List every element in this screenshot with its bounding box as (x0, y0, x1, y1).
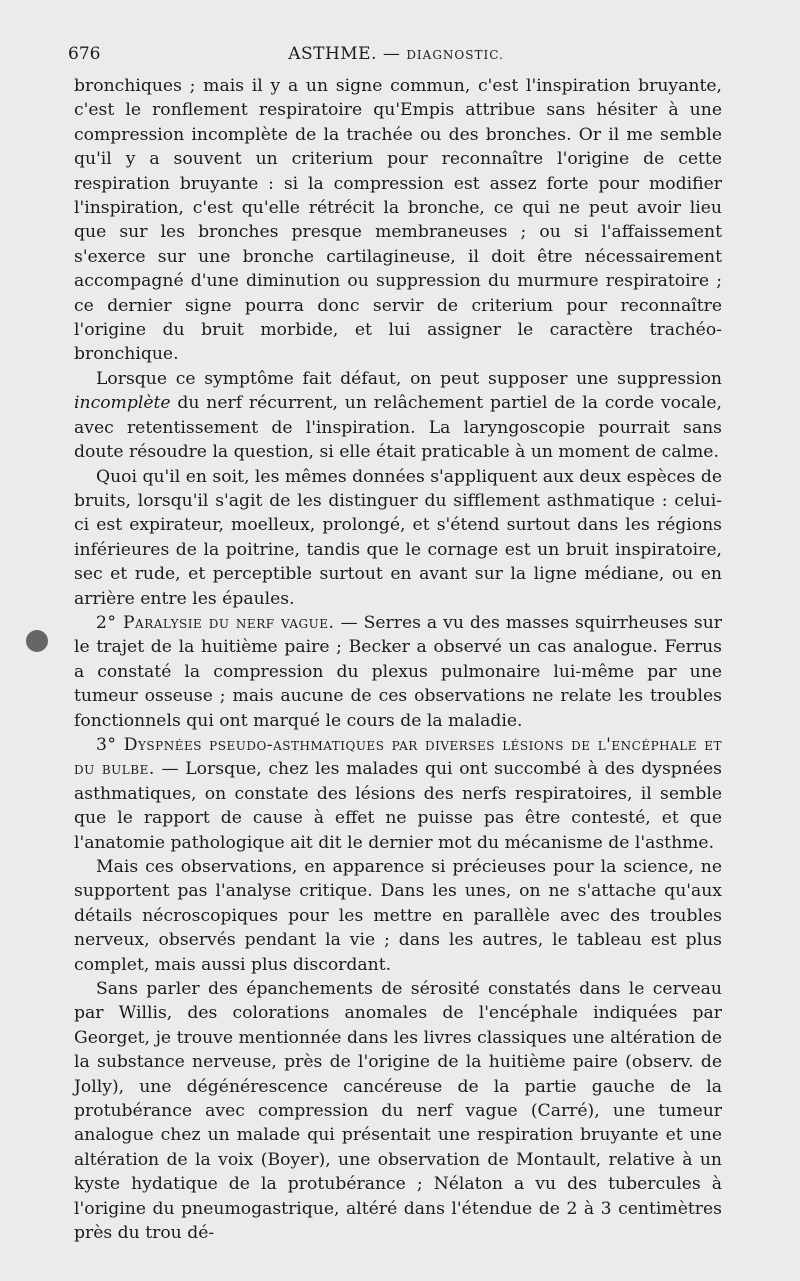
paragraph-4 (74, 611, 722, 733)
page-header (68, 44, 724, 72)
paragraph-2-rest: du nerf récurrent, un relâchement partiel de la corde vocale, avec retentissement de l'inspiration. La laryngoscopie pourrait sans doute résoudre la question, si elle était praticable à un moment de calme. (74, 393, 722, 463)
page-number: 676 (68, 44, 101, 64)
paragraph-7: Sans parler des épanchements de sérosité constatés dans le cerveau par Willis, des colorations anomales de l'encéphale indiquées par Georget, je trouve mentionnée dans les livres classiques une altération de la substance nerveuse, près de l'origine de la huitième paire (observ. de Jolly), une dégénérescence cancéreuse de la partie gauche de la protubérance avec compression du nerf vague (Carré), une tumeur analogue chez un malade qui présentait une respiration bruyante et une altération de la voix (Boyer), une observation de Montault, relative à un kyste hydatique de la protubérance ; Nélaton a vu des tubercules à l'origine du pneumogastrique, altéré dans l'étendue de 2 à 3 centimètres près du trou dé- (74, 979, 722, 1244)
binding-hole (26, 630, 48, 652)
paragraph-4-body: — Serres a vu des masses squirrheuses sur le trajet de la huitième paire ; Becker a observé un cas analogue. Ferrus a constaté la compression du plexus pulmonaire lui-même par une tumeur osseuse ; mais aucune de ces observations ne relate les troubles fonctionnels qui ont marqué le cours de la maladie. (74, 612, 722, 731)
running-title-section: DIAGNOSTIC. (406, 48, 504, 62)
section-heading-nerf-vague: 2° Paralysie du nerf vague. (96, 612, 335, 633)
paragraph-1: bronchiques ; mais il y a un signe commun, c'est l'inspiration bruyante, c'est le ronflement respiratoire qu'Empis attribue sans hésiter à une compression incomplète de la trachée ou des bronches. Or il me semble qu'il y a souvent un criterium pour reconnaître l'origine de cette respiration bruyante : si la compression est assez forte pour modifier l'inspiration, c'est qu'elle rétrécit la bronche, ce qui ne peut avoir lieu que sur les bronches presque membraneuses ; ou si l'affaissement s'exerce sur une bronche cartilagineuse, il doit être nécessairement accompagné d'une diminution ou suppression du murmure respiratoire ; ce dernier signe pourra donc servir de criterium pour reconnaître l'origine du bruit morbide, et lui assigner le caractère trachéo-bronchique. (74, 76, 722, 365)
paragraph-2-start: Lorsque ce symptôme fait défaut, on peut supposer une suppression (96, 368, 722, 389)
paragraph-6: Mais ces observations, en apparence si précieuses pour la science, ne supportent pas l'analyse critique. Dans les unes, on ne s'attache qu'aux détails nécroscopiques pour les mettre en parallèle avec des troubles nerveux, observés pendant la vie ; dans les autres, le tableau est plus complet, mais aussi plus discordant. (74, 857, 722, 975)
paragraph-3: Quoi qu'il en soit, les mêmes données s'appliquent aux deux espèces de bruits, lorsqu'il s'agit de les distinguer du sifflement asthmatique : celui-ci est expirateur, moelleux, prolongé, et s'étend surtout dans les régions inférieures de la poitrine, tandis que le cornage est un bruit inspiratoire, sec et rude, et perceptible surtout en avant sur la ligne médiane, ou en arrière entre les épaules. (74, 466, 722, 609)
paragraph-2 (74, 367, 722, 465)
running-title (68, 44, 724, 64)
section-heading-dyspnees: 3° Dyspnées pseudo-asthmatiques par diverses lésions de l'encéphale et du bulbe. (74, 734, 722, 780)
paragraph-2-emphasis: incomplète (74, 393, 171, 414)
running-title-main: ASTHME. (288, 44, 377, 64)
running-title-dash: — (382, 44, 401, 64)
body-text (74, 74, 722, 1246)
paragraph-5 (74, 733, 722, 855)
paragraph-5-body: — Lorsque, chez les malades qui ont succombé à des dyspnées asthmatiques, on constate des lésions des nerfs respiratoires, il semble que le rapport de cause à effet ne puisse pas être contesté, et que l'anatomie pathologique ait dit le dernier mot du mécanisme de l'asthme. (74, 759, 723, 853)
